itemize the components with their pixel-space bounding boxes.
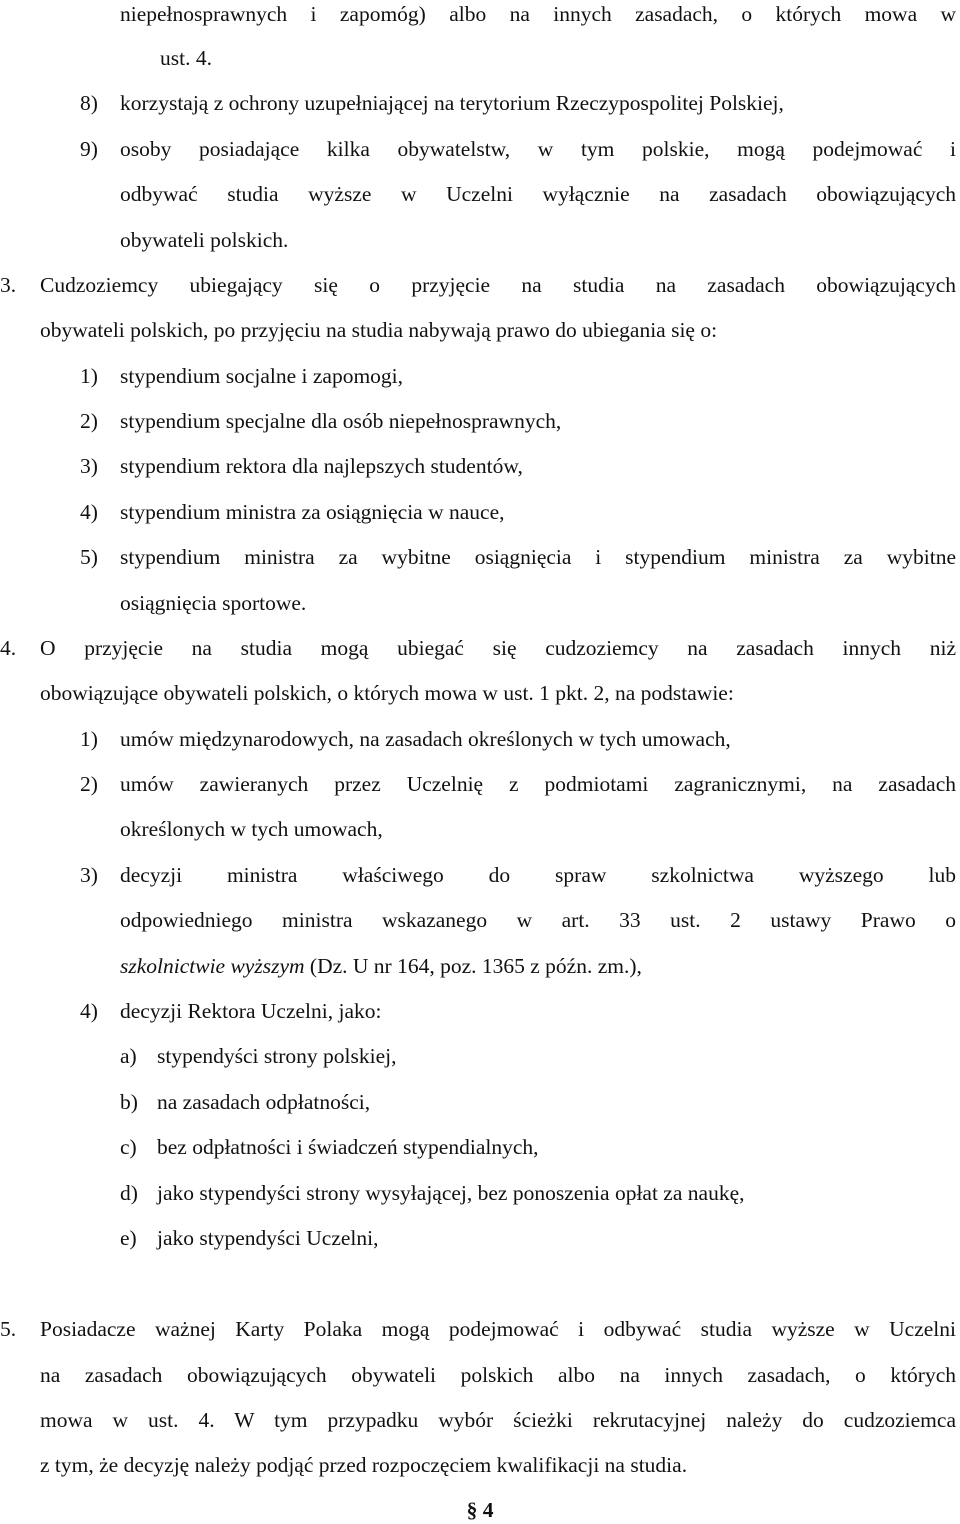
- list-item-text: obywateli polskich.: [120, 228, 289, 252]
- sublist-letter: b): [120, 1090, 138, 1114]
- list-item-text: stypendium ministra za osiągnięcia w nauce,: [120, 500, 505, 524]
- sublist-item-text: bez odpłatności i świadczeń stypendialnych,: [157, 1135, 539, 1159]
- list-number: 2): [80, 409, 98, 433]
- paragraph-line: ust. 4.: [160, 46, 212, 70]
- paragraph-line: niepełnosprawnych i zapomóg) albo na innych zasadach, o których mowa w: [120, 2, 956, 26]
- list-item-text: umów zawieranych przez Uczelnię z podmiotami zagranicznymi, na zasadach: [120, 772, 956, 796]
- paragraph-line: O przyjęcie na studia mogą ubiegać się cudzoziemcy na zasadach innych niż: [40, 636, 956, 660]
- paragraph-number: 4.: [0, 636, 17, 660]
- list-item-text: odbywać studia wyższe w Uczelni wyłącznie na zasadach obowiązujących: [120, 182, 956, 206]
- paragraph-line: Cudzoziemcy ubiegający się o przyjęcie na studia na zasadach obowiązujących: [40, 273, 956, 297]
- list-number: 2): [80, 772, 98, 796]
- paragraph-number: 5.: [0, 1317, 17, 1341]
- sublist-item-text: na zasadach odpłatności,: [157, 1090, 371, 1114]
- sublist-letter: c): [120, 1135, 137, 1159]
- sublist-letter: d): [120, 1181, 138, 1205]
- list-item-text: decyzji Rektora Uczelni, jako:: [120, 999, 382, 1023]
- list-item-text: stypendium socjalne i zapomogi,: [120, 364, 404, 388]
- list-item-text: osoby posiadające kilka obywatelstw, w tym polskie, mogą podejmować i: [120, 137, 956, 161]
- list-number: 1): [80, 727, 98, 751]
- list-item-text: odpowiedniego ministra wskazanego w art. 33 ust. 2 ustawy Prawo o: [120, 908, 956, 932]
- act-citation: (Dz. U nr 164, poz. 1365 z późn. zm.),: [304, 954, 642, 978]
- list-number: 3): [80, 863, 98, 887]
- list-number: 3): [80, 454, 98, 478]
- list-number: 4): [80, 999, 98, 1023]
- list-number: 4): [80, 500, 98, 524]
- sublist-letter: e): [120, 1226, 137, 1250]
- list-item-text: decyzji ministra właściwego do spraw szkolnictwa wyższego lub: [120, 863, 956, 887]
- section-heading: § 4: [466, 1498, 494, 1522]
- sublist-item-text: jako stypendyści Uczelni,: [157, 1226, 379, 1250]
- list-item-text: stypendium ministra za wybitne osiągnięcia i stypendium ministra za wybitne: [120, 545, 956, 569]
- paragraph-line: obywateli polskich, po przyjęciu na studia nabywają prawo do ubiegania się o:: [40, 318, 718, 342]
- sublist-item-text: stypendyści strony polskiej,: [157, 1044, 397, 1068]
- sublist-item-text: jako stypendyści strony wysyłającej, bez ponoszenia opłat za naukę,: [157, 1181, 745, 1205]
- paragraph-line: na zasadach obowiązujących obywateli polskich albo na innych zasadach, o których: [40, 1363, 956, 1387]
- list-number: 5): [80, 545, 98, 569]
- list-number: 8): [80, 91, 98, 115]
- paragraph-line: obowiązujące obywateli polskich, o których mowa w ust. 1 pkt. 2, na podstawie:: [40, 681, 734, 705]
- paragraph-line: Posiadacze ważnej Karty Polaka mogą podejmować i odbywać studia wyższe w Uczelni: [40, 1317, 956, 1341]
- sublist-letter: a): [120, 1044, 137, 1068]
- act-title: szkolnictwie wyższym: [120, 954, 305, 978]
- list-number: 9): [80, 137, 98, 161]
- list-item-text: umów międzynarodowych, na zasadach określonych w tych umowach,: [120, 727, 731, 751]
- paragraph-line: mowa w ust. 4. W tym przypadku wybór ścieżki rekrutacyjnej należy do cudzoziemca: [40, 1408, 956, 1432]
- list-item-text: [120, 952, 642, 980]
- list-number: 1): [80, 364, 98, 388]
- paragraph-line: z tym, że decyzję należy podjąć przed rozpoczęciem kwalifikacji na studia.: [40, 1453, 688, 1477]
- list-item-text: stypendium specjalne dla osób niepełnosprawnych,: [120, 409, 562, 433]
- list-item-text: osiągnięcia sportowe.: [120, 591, 307, 615]
- list-item-text: korzystają z ochrony uzupełniającej na terytorium Rzeczypospolitej Polskiej,: [120, 91, 784, 115]
- list-item-text: określonych w tych umowach,: [120, 817, 383, 841]
- paragraph-number: 3.: [0, 273, 17, 297]
- list-item-text: stypendium rektora dla najlepszych studentów,: [120, 454, 523, 478]
